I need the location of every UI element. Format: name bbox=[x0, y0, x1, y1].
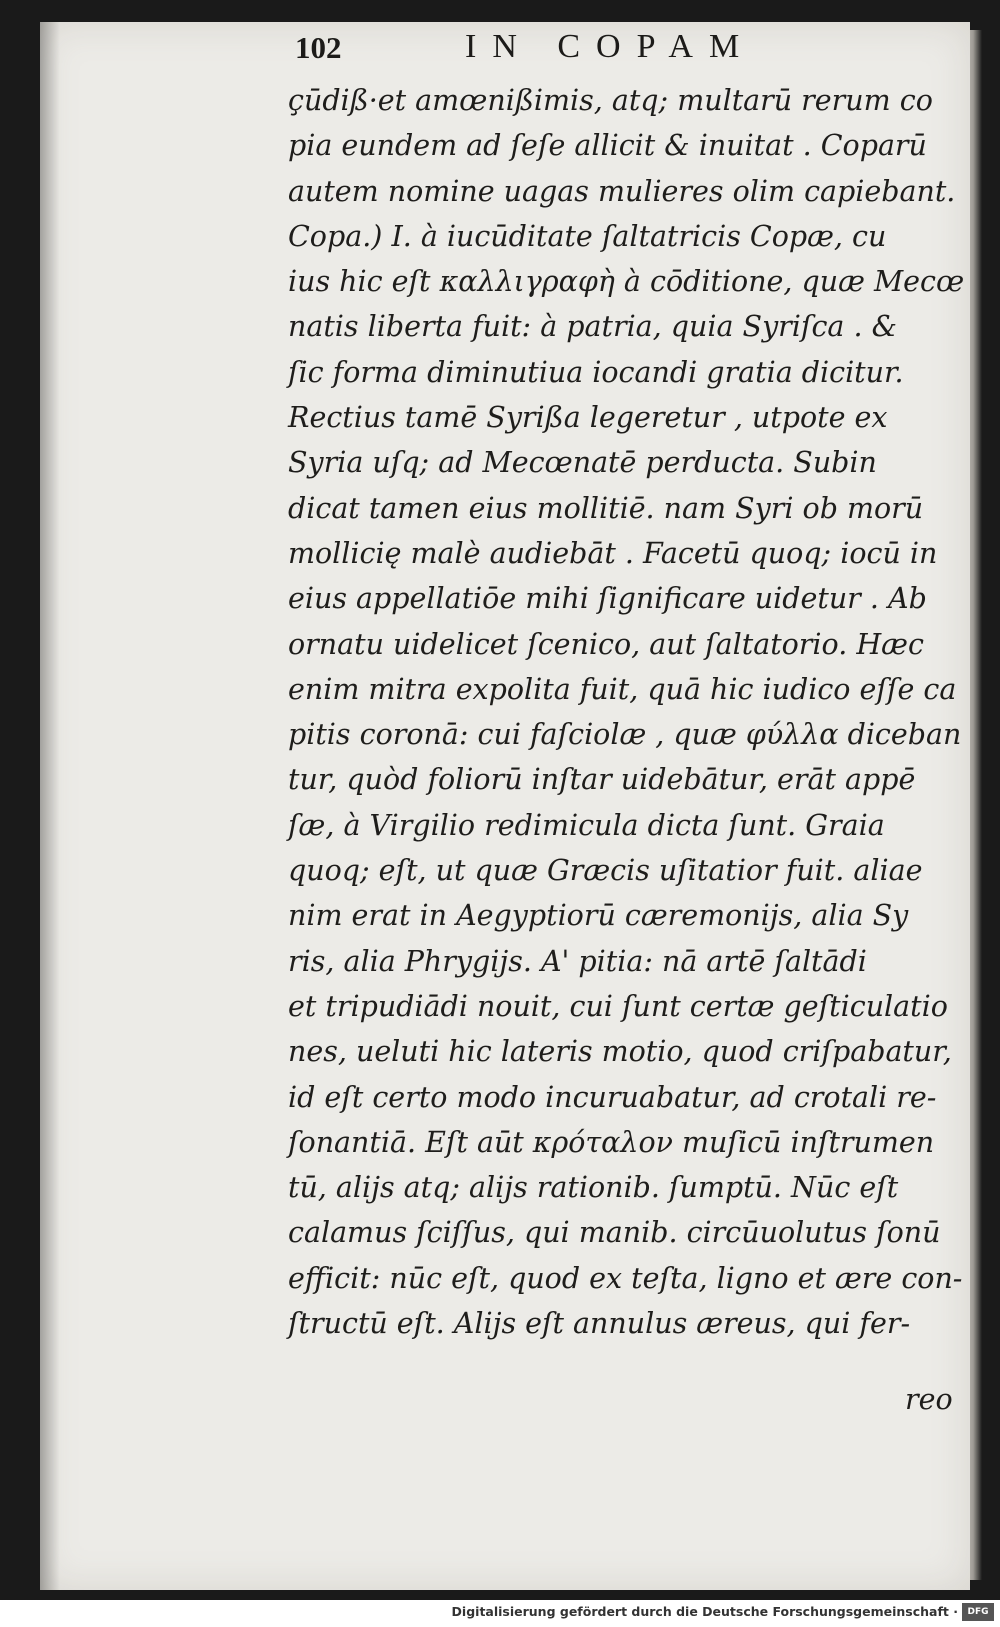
running-head: IN COPAM bbox=[465, 28, 756, 65]
text-line: tur, quòd foliorū inſtar uidebātur, erāt appē bbox=[288, 763, 916, 797]
text-line: quoq; eſt, ut quæ Græcis uſitatior fuit. aliae bbox=[288, 854, 923, 888]
text-line: ſtructū eſt. Alijs eſt annulus æreus, qui fer- bbox=[288, 1307, 911, 1341]
text-line: ris, alia Phrygijs. A' pitia: nā artē ſaltādi bbox=[288, 944, 867, 978]
text-line: natis liberta fuit: à patria, quia Syriſca . & bbox=[288, 310, 897, 344]
page-header bbox=[295, 30, 815, 74]
text-line: et tripudiādi nouit, cui ſunt certæ geſticulatio bbox=[288, 989, 948, 1023]
page-number: 102 bbox=[295, 30, 342, 65]
text-line: eius appellatiōe mihi ſignificare uidetur . Ab bbox=[288, 582, 927, 616]
text-line: mollicię malè audiebāt . Facetū quoq; iocū in bbox=[288, 536, 938, 570]
text-line: id eſt certo modo incuruabatur, ad crotali re- bbox=[288, 1080, 937, 1114]
dfg-logo: DFG bbox=[962, 1603, 994, 1621]
gutter-shadow bbox=[40, 22, 60, 1590]
text-line: ſic forma diminutiua iocandi gratia dicitur. bbox=[288, 355, 904, 389]
text-line: nes, ueluti hic lateris motio, quod criſpabatur, bbox=[288, 1035, 952, 1069]
text-line: Syria uſq; ad Mecœnatē perducta. Subin bbox=[288, 446, 877, 480]
text-line: autem nomine uagas mulieres olim capiebant. bbox=[288, 174, 956, 208]
text-line: Rectius tamē Syrißa legeretur , utpote ex bbox=[288, 401, 888, 435]
funding-credit: Digitalisierung gefördert durch die Deutsche Forschungsgemeinschaft · bbox=[451, 1604, 958, 1619]
text-line: tū, alijs atq; alijs rationib. ſumptū. Nūc eſt bbox=[288, 1171, 899, 1205]
text-line: calamus ſciſſus, qui manib. circūuolutus ſonū bbox=[288, 1216, 941, 1250]
text-line: pia eundem ad ſeſe allicit & inuitat . Coparū bbox=[288, 129, 927, 163]
text-line: çūdiß·et amœnißimis, atq; multarū rerum co bbox=[288, 84, 933, 117]
text-line: ſæ, à Virgilio redimicula dicta ſunt. Graia bbox=[288, 808, 885, 842]
text-line: ornatu uidelicet ſcenico, aut ſaltatorio. Hæc bbox=[288, 627, 924, 661]
text-line: Copa.) I. à iucūditate ſaltatricis Copæ, cu bbox=[288, 219, 887, 253]
text-line: pitis coronā: cui faſciolæ , quæ φύλλα diceban bbox=[288, 718, 962, 752]
text-line: efficit: nūc eſt, quod ex teſta, ligno et ære con- bbox=[288, 1261, 963, 1295]
text-line: ſonantiā. Eſt aūt κρόταλον muſicū inſtrumen bbox=[288, 1125, 935, 1159]
text-line: ius hic eſt καλλιγραφὴ à cōditione, quæ Mecœ bbox=[288, 265, 965, 299]
catchword: reo bbox=[905, 1383, 953, 1416]
text-line: dicat tamen eius mollitiē. nam Syri ob morū bbox=[288, 491, 924, 525]
footer-bar bbox=[0, 1600, 1000, 1627]
body-text bbox=[288, 78, 968, 1346]
text-line: enim mitra expolita fuit, quā hic iudico eſſe ca bbox=[288, 672, 957, 706]
text-line: nim erat in Aegyptiorū cæremonijs, alia Sy bbox=[288, 899, 909, 933]
